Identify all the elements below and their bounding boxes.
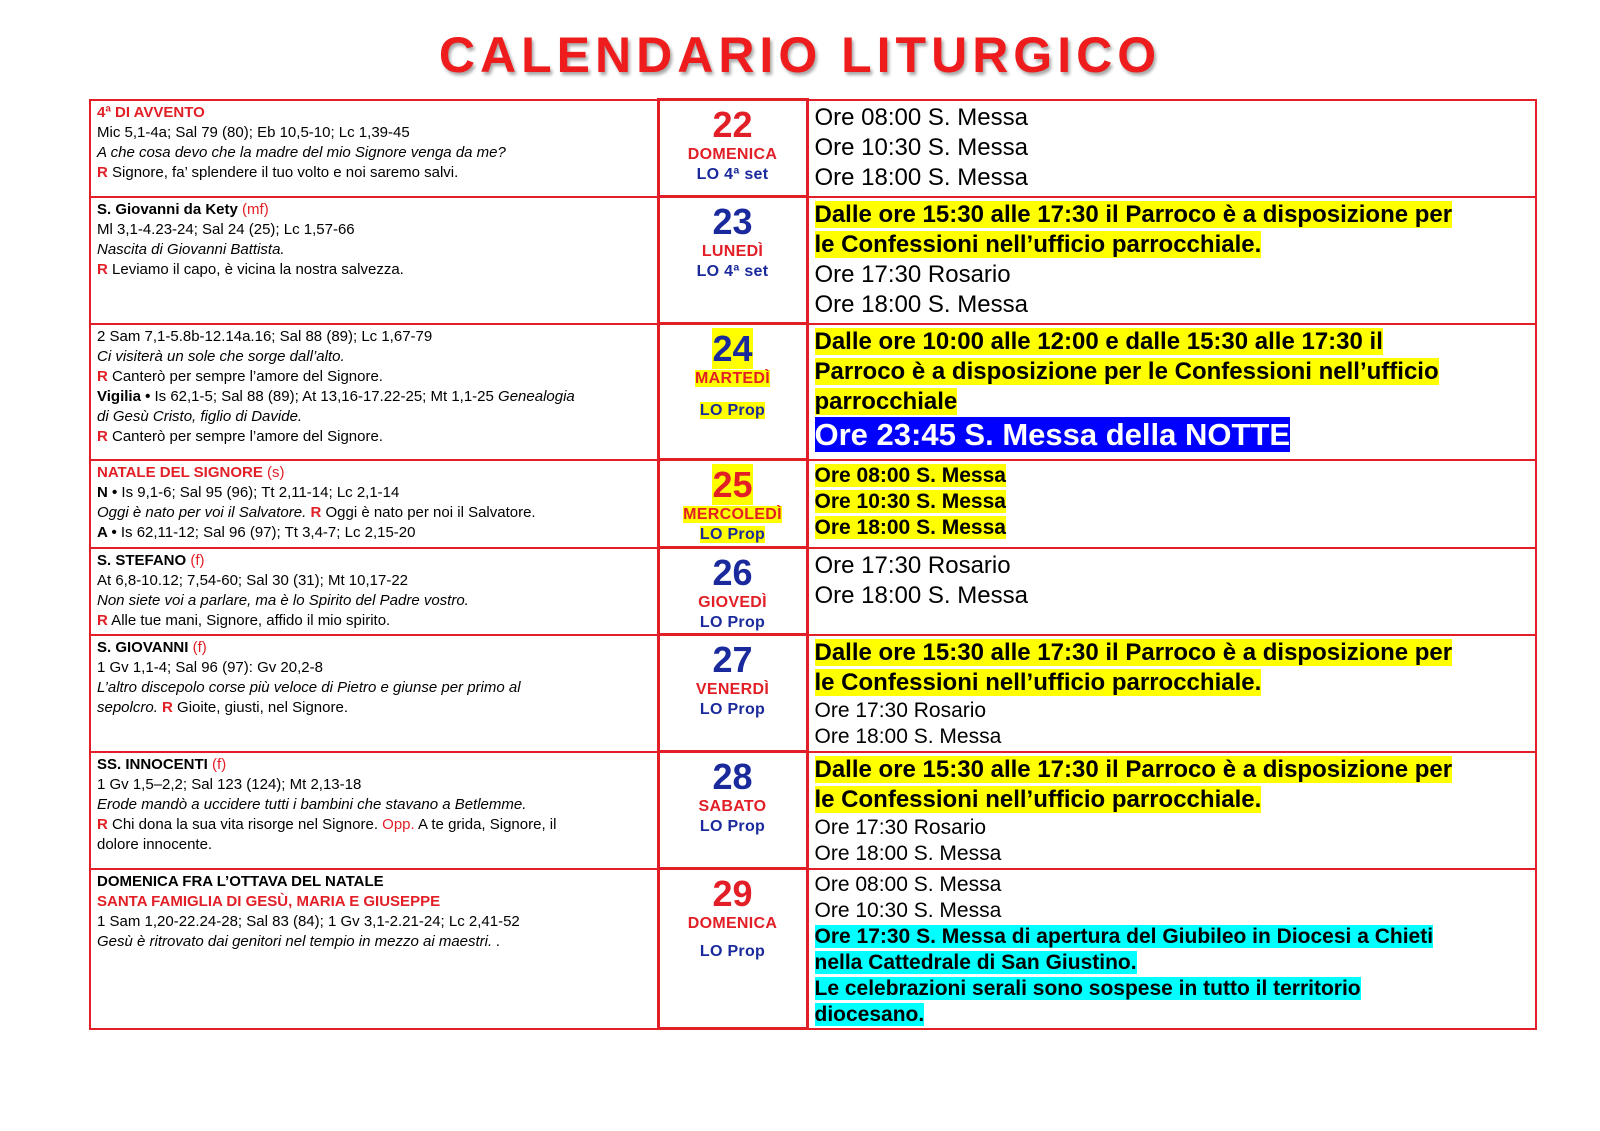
response-label: R (97, 427, 108, 445)
day-number: 23 (712, 201, 753, 242)
liturgy-of-hours: LO Prop (699, 614, 766, 631)
day-name: MARTEDÌ (695, 370, 770, 387)
day-name: LUNEDÌ (701, 243, 764, 260)
response-label: R (97, 163, 108, 181)
event-line: Ore 18:00 S. Messa (814, 841, 1002, 865)
response-label: R (310, 503, 322, 521)
date-cell (658, 752, 807, 869)
highlight-line: Dalle ore 15:30 alle 17:30 il Parroco è a disposizione per (814, 200, 1453, 228)
table-row (90, 635, 1536, 752)
antiphon: L’altro discepolo corse più veloce di Pietro e giunse per primo al (97, 678, 521, 696)
readings: At 6,8-10.12; 7,54-60; Sal 30 (31); Mt 10,17-22 (97, 571, 409, 589)
events-cell (807, 548, 1536, 635)
antiphon: Nascita di Giovanni Battista. (97, 240, 285, 258)
day-number: 25 (712, 464, 753, 505)
event-line: Ore 10:30 S. Messa (814, 133, 1028, 161)
liturgy-cell (90, 100, 658, 197)
event-line: Ore 18:00 S. Messa (814, 724, 1002, 748)
response-text: Gioite, giusti, nel Signore. (172, 698, 348, 716)
day-name: DOMENICA (687, 146, 778, 163)
readings: 1 Gv 1,5–2,2; Sal 123 (124); Mt 2,13-18 (97, 775, 362, 793)
highlight-line: Ore 08:00 S. Messa (814, 463, 1006, 487)
response-line (97, 260, 651, 280)
day-name: VENERDÌ (695, 681, 770, 698)
feast-title-line (97, 638, 651, 658)
date-cell (658, 100, 807, 197)
antiphon: A che cosa devo che la madre del mio Signore venga da me? (97, 143, 506, 161)
events-cell (807, 869, 1536, 1029)
jubilee-line: nella Cattedrale di San Giustino. (814, 950, 1137, 974)
opp-text-cont: dolore innocente. (97, 835, 213, 853)
highlight-line: le Confessioni nell’ufficio parrocchiale. (814, 785, 1262, 813)
event-line: Ore 08:00 S. Messa (814, 103, 1028, 131)
date-cell (658, 324, 807, 460)
antiphon: Erode mandò a uccidere tutti i bambini che stavano a Betlemme. (97, 795, 527, 813)
liturgy-cell (90, 324, 658, 460)
response-line (97, 698, 651, 718)
day-number: 22 (712, 104, 753, 145)
highlight-line: Dalle ore 15:30 alle 17:30 il Parroco è a disposizione per (814, 755, 1453, 783)
liturgy-cell (90, 635, 658, 752)
readings-night: N • Is 9,1-6; Sal 95 (96); Tt 2,11-14; Lc 2,1-14 (97, 483, 400, 501)
events-cell (807, 100, 1536, 197)
highlight-line: le Confessioni nell’ufficio parrocchiale. (814, 668, 1262, 696)
event-line: Ore 18:00 S. Messa (814, 290, 1028, 318)
opp-label: Opp. (382, 815, 415, 833)
liturgy-cell (90, 752, 658, 869)
antiphon-line (97, 503, 651, 523)
highlight-line: Dalle ore 10:00 alle 12:00 e dalle 15:30 alle 17:30 il (814, 327, 1383, 355)
liturgy-of-hours: LO Prop (699, 526, 766, 543)
table-row (90, 197, 1536, 324)
response-label: R (97, 611, 108, 629)
table-row (90, 324, 1536, 460)
highlight-line: le Confessioni nell’ufficio parrocchiale. (814, 230, 1262, 258)
response-line (97, 611, 651, 631)
liturgy-of-hours: LO Prop (699, 402, 766, 419)
response-line (97, 815, 651, 835)
event-line: Ore 17:30 Rosario (814, 815, 987, 839)
liturgy-cell (90, 869, 658, 1029)
readings: Mic 5,1-4a; Sal 79 (80); Eb 10,5-10; Lc 1,39-45 (97, 123, 410, 141)
vigil-line (97, 387, 651, 407)
day-name: GIOVEDÌ (698, 594, 767, 611)
feast-title: NATALE DEL SIGNORE (97, 463, 263, 481)
events-cell (807, 324, 1536, 460)
readings: Ml 3,1-4.23-24; Sal 24 (25); Lc 1,57-66 (97, 220, 355, 238)
response-line (97, 427, 651, 447)
page-title: CALENDARIO LITURGICO (438, 27, 1162, 83)
date-cell (658, 197, 807, 324)
liturgy-of-hours: LO Prop (699, 701, 766, 718)
highlight-line: Ore 10:30 S. Messa (814, 489, 1006, 513)
feast-title-line (97, 200, 651, 220)
vigil-title-cont: di Gesù Cristo, figlio di Davide. (97, 407, 303, 425)
event-line: Ore 18:00 S. Messa (814, 581, 1028, 609)
opp-text: A te grida, Signore, il (414, 815, 557, 833)
events-cell (807, 197, 1536, 324)
response-line (97, 367, 651, 387)
liturgy-of-hours: LO 4ª set (696, 166, 769, 183)
event-line: Ore 08:00 S. Messa (814, 872, 1002, 896)
feast-title: SS. INNOCENTI (97, 755, 208, 773)
antiphon: Ci visiterà un sole che sorge dall’alto. (97, 347, 345, 365)
readings: 1 Gv 1,1-4; Sal 96 (97): Gv 20,2-8 (97, 658, 323, 676)
feast-title: S. GIOVANNI (97, 638, 189, 656)
events-cell (807, 460, 1536, 548)
day-number: 27 (712, 639, 753, 680)
date-cell (658, 460, 807, 548)
readings: 2 Sam 7,1-5.8b-12.14a.16; Sal 88 (89); Lc 1,67-79 (97, 327, 433, 345)
feast-title: S. STEFANO (97, 551, 187, 569)
response-label: R (97, 367, 108, 385)
response-text: Alle tue mani, Signore, affido il mio spirito. (107, 611, 391, 629)
response-text: Canterò per sempre l’amore del Signore. (107, 367, 383, 385)
day-number: 26 (712, 552, 753, 593)
liturgy-of-hours: LO Prop (699, 818, 766, 835)
readings-dawn: A • Is 62,11-12; Sal 96 (97); Tt 3,4-7; Lc 2,15-20 (97, 523, 416, 541)
feast-title-line (97, 755, 651, 775)
vigil-title: Genealogia (498, 387, 575, 405)
response-text: Oggi è nato per noi il Salvatore. (321, 503, 536, 521)
jubilee-line: Le celebrazioni serali sono sospese in tutto il territorio (814, 976, 1361, 1000)
table-row (90, 752, 1536, 869)
liturgy-of-hours: LO 4ª set (696, 263, 769, 280)
day-number: 29 (712, 873, 753, 914)
day-name: DOMENICA (687, 915, 778, 932)
antiphon: Oggi è nato per voi il Salvatore. (97, 503, 307, 521)
event-line: Ore 17:30 Rosario (814, 260, 1011, 288)
feast-title-line (97, 551, 651, 571)
feast-subtitle: SANTA FAMIGLIA DI GESÙ, MARIA E GIUSEPPE (97, 892, 441, 910)
highlight-line: Ore 18:00 S. Messa (814, 515, 1006, 539)
day-name: SABATO (698, 798, 767, 815)
antiphon: Non siete voi a parlare, ma è lo Spirito del Padre vostro. (97, 591, 469, 609)
feast-rank: (s) (262, 463, 285, 481)
day-number: 24 (712, 328, 753, 369)
event-line: Ore 18:00 S. Messa (814, 163, 1028, 191)
feast-title: S. Giovanni da Kety (97, 200, 238, 218)
response-text: Signore, fa’ splendere il tuo volto e noi saremo salvi. (107, 163, 459, 181)
table-row (90, 100, 1536, 197)
event-line: Ore 17:30 Rosario (814, 698, 987, 722)
events-cell (807, 752, 1536, 869)
highlight-line: parrocchiale (814, 387, 958, 415)
feast-rank: (f) (186, 551, 205, 569)
response-line (97, 163, 651, 183)
day-number: 28 (712, 756, 753, 797)
day-name: MERCOLEDÌ (683, 506, 782, 523)
jubilee-line: Ore 17:30 S. Messa di apertura del Giubileo in Diocesi a Chieti (814, 924, 1434, 948)
highlight-line: Parroco è a disposizione per le Confessioni nell’ufficio (814, 357, 1439, 385)
response-text: Canterò per sempre l’amore del Signore. (107, 427, 383, 445)
liturgy-of-hours: LO Prop (699, 943, 766, 960)
jubilee-line: diocesano. (814, 1002, 925, 1026)
liturgy-cell (90, 548, 658, 635)
response-label: R (162, 698, 173, 716)
date-cell (658, 548, 807, 635)
feast-rank: (f) (207, 755, 227, 773)
response-text: Leviamo il capo, è vicina la nostra salvezza. (107, 260, 404, 278)
response-label: R (97, 260, 108, 278)
feast-rank: (f) (188, 638, 207, 656)
table-row (90, 548, 1536, 635)
feast-title: DOMENICA FRA L’OTTAVA DEL NATALE (97, 872, 384, 890)
antiphon-cont: sepolcro. (97, 698, 158, 716)
event-line: Ore 10:30 S. Messa (814, 898, 1002, 922)
response-label: R (97, 815, 108, 833)
event-line: Ore 17:30 Rosario (814, 551, 1011, 579)
date-cell (658, 869, 807, 1029)
response-text: Chi dona la sua vita risorge nel Signore. (107, 815, 383, 833)
table-row (90, 460, 1536, 548)
highlight-line: Dalle ore 15:30 alle 17:30 il Parroco è a disposizione per (814, 638, 1453, 666)
antiphon: Gesù è ritrovato dai genitori nel tempio in mezzo ai maestri. . (97, 932, 501, 950)
liturgical-calendar-table (89, 98, 1537, 1030)
feast-title: 4ª DI AVVENTO (97, 103, 205, 121)
vigil-readings: Is 62,1-5; Sal 88 (89); At 13,16-17.22-25; Mt 1,1-25 (150, 387, 499, 405)
date-cell (658, 635, 807, 752)
events-cell (807, 635, 1536, 752)
liturgy-cell (90, 197, 658, 324)
readings: 1 Sam 1,20-22.24-28; Sal 83 (84); 1 Gv 3,1-2.21-24; Lc 2,41-52 (97, 912, 520, 930)
feast-title-line (97, 463, 651, 483)
night-mass-banner: Ore 23:45 S. Messa della NOTTE (814, 416, 1291, 452)
feast-rank: (mf) (237, 200, 269, 218)
table-row (90, 869, 1536, 1029)
liturgy-cell (90, 460, 658, 548)
vigil-label: Vigilia • (97, 387, 151, 405)
